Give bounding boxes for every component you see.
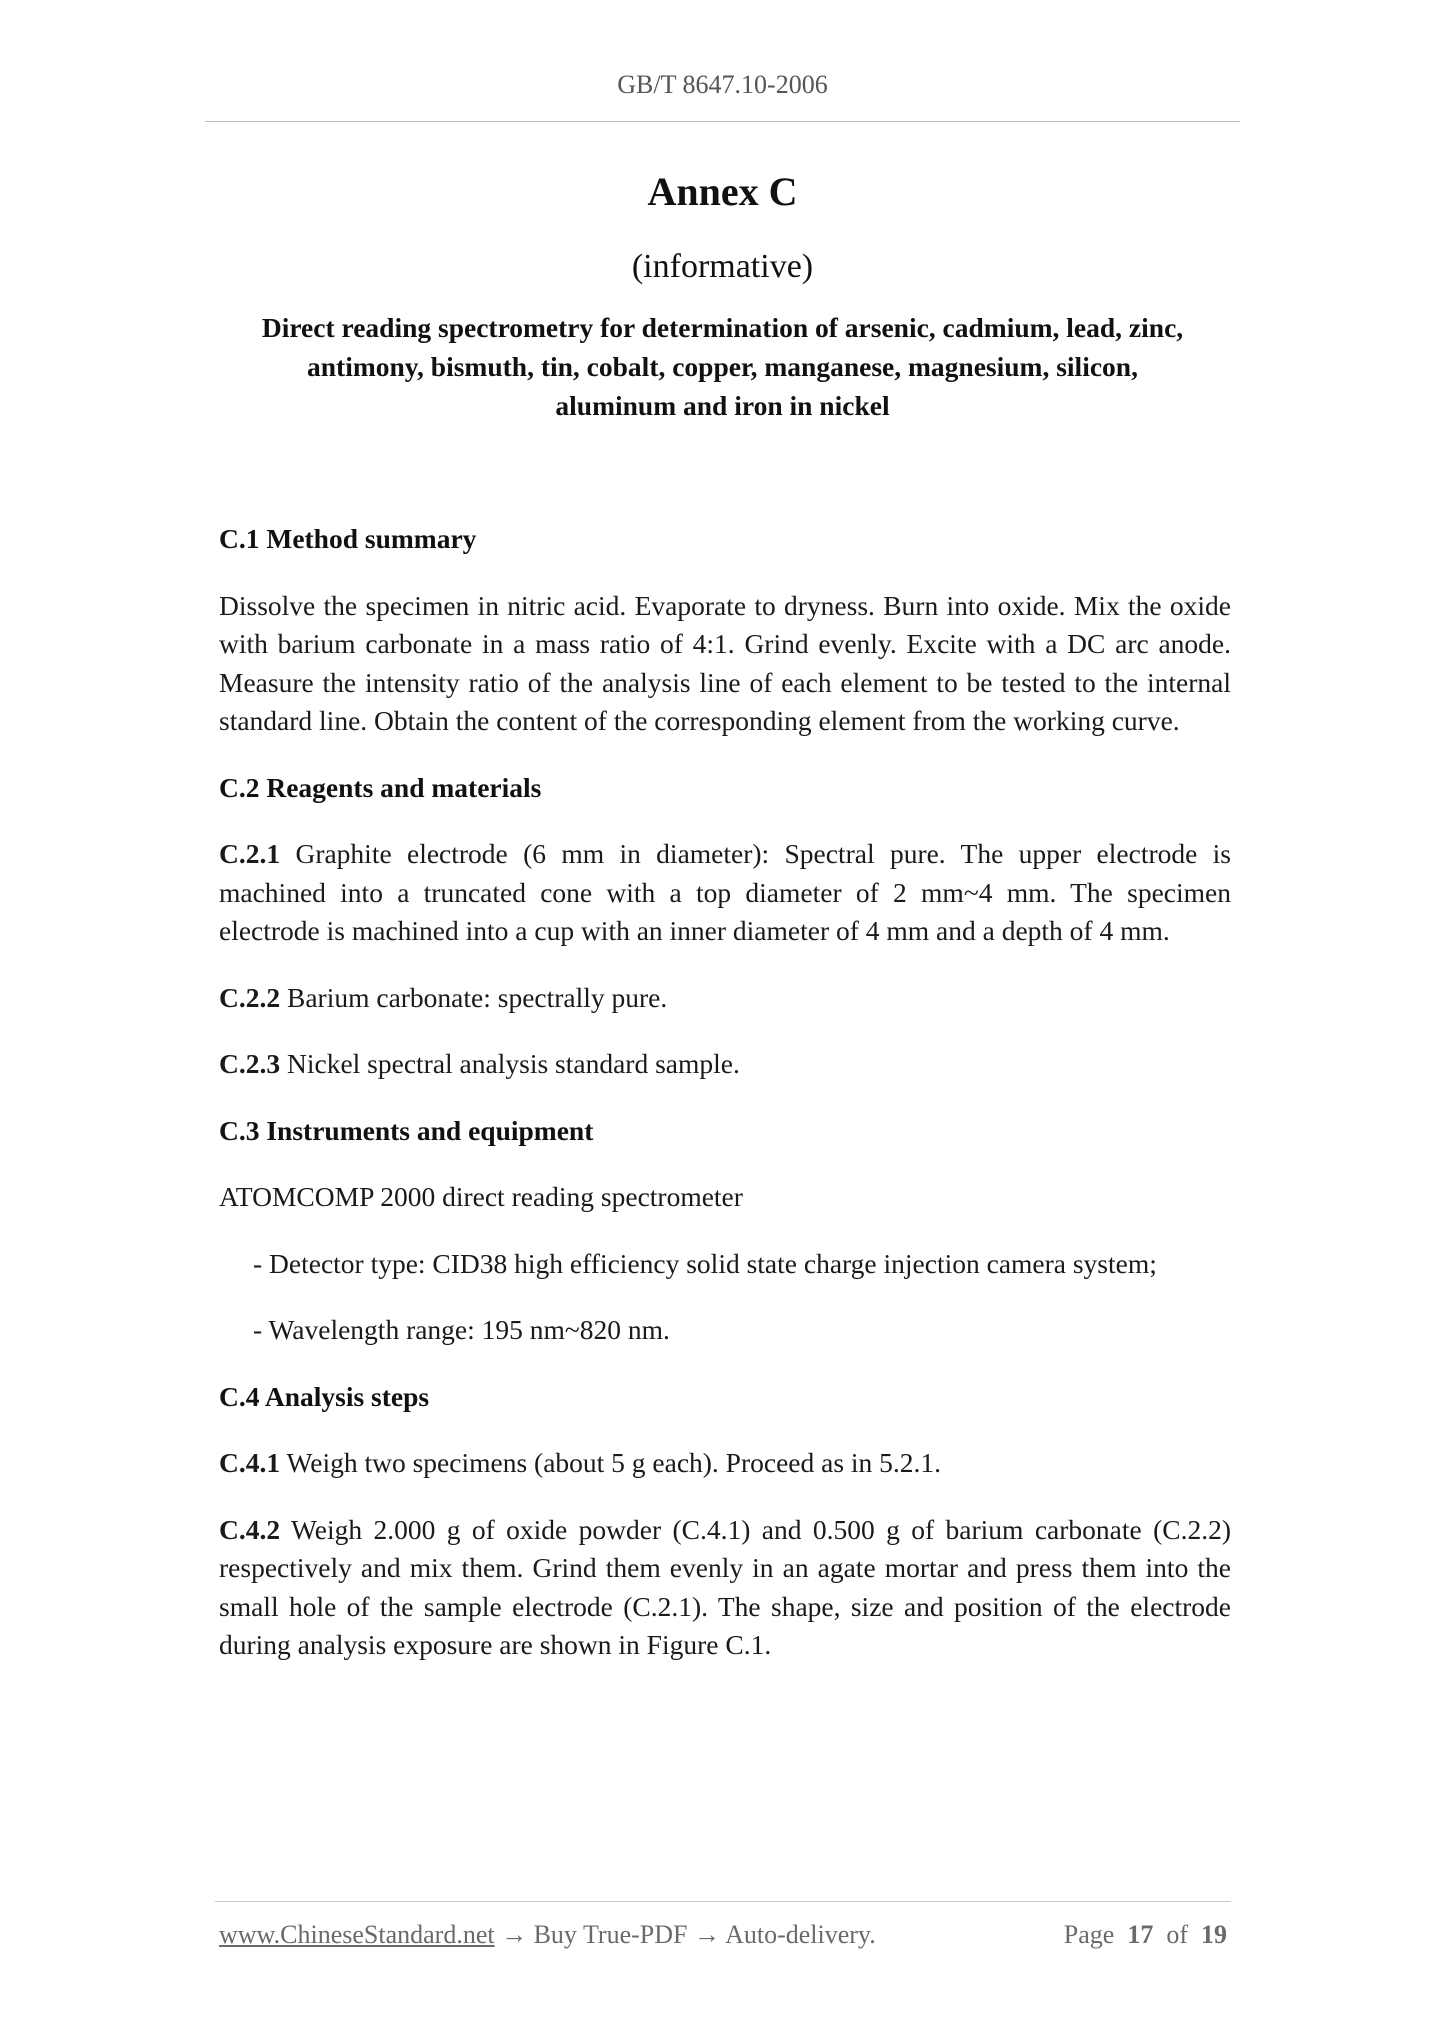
section-heading-c1: C.1 Method summary [219, 523, 477, 554]
clause-c2-1 [219, 835, 1231, 951]
buy-pdf-text: Buy True-PDF [533, 1920, 688, 1949]
clause-number: C.2.3 [219, 1048, 281, 1079]
clause-text: Weigh 2.000 g of oxide powder (C.4.1) and 0.500 g of barium carbonate (C.2.2) respectively and mix them. Grind them evenly in an agate mortar and press them into the small hole of the sample electrode (C.2.1). The shape, size and position of the electrode during analysis exposure are shown in Figure C.1. [219, 1513, 1231, 1660]
annex-title: Annex C [647, 169, 798, 214]
clause-text: Weigh two specimens (about 5 g each). Proceed as in 5.2.1. [280, 1447, 942, 1478]
current-page: 17 [1127, 1920, 1154, 1949]
of-label: of [1166, 1920, 1188, 1949]
page-label: Page [1063, 1920, 1115, 1949]
right-arrow-icon: → [694, 1920, 720, 1949]
instrument-spec-detector: - Detector type: CID38 high efficiency solid state charge injection camera system; [253, 1247, 1157, 1279]
clause-c4-1 [219, 1444, 1231, 1483]
total-pages: 19 [1201, 1920, 1227, 1949]
header-divider [205, 121, 1240, 122]
annex-subject [215, 308, 1230, 425]
annex-subject-line: antimony, bismuth, tin, cobalt, copper, manganese, magnesium, silicon, [307, 351, 1138, 382]
right-arrow-icon: → [501, 1920, 528, 1949]
clause-number: C.2.1 [219, 838, 281, 869]
site-link[interactable]: www.ChineseStandard.net [219, 1920, 495, 1949]
footer-promo [219, 1920, 876, 1950]
clause-text: Nickel spectral analysis standard sample. [280, 1048, 740, 1079]
clause-text: Graphite electrode (6 mm in diameter): Spectral pure. The upper electrode is machined into a truncated cone with a top diameter of 2 mm~4 mm. The specimen electrode is machined into a cup with an inner diameter of 4 mm and a depth of 4 mm. [219, 838, 1231, 946]
document-code: GB/T 8647.10-2006 [617, 70, 828, 99]
annex-body [219, 520, 1231, 1693]
instrument-spec-wavelength: - Wavelength range: 195 nm~820 nm. [253, 1314, 670, 1345]
annex-nature: (informative) [631, 248, 814, 285]
footer-divider [215, 1901, 1231, 1902]
section-heading-c3: C.3 Instruments and equipment [219, 1114, 594, 1146]
clause-text: Barium carbonate: spectrally pure. [280, 981, 668, 1013]
clause-c2-3 [219, 1045, 1231, 1084]
annex-subject-line: aluminum and iron in nickel [555, 390, 890, 421]
section-heading-c2: C.2 Reagents and materials [219, 771, 542, 803]
clause-c2-2 [219, 979, 1231, 1018]
auto-delivery-text: Auto-delivery. [725, 1920, 876, 1949]
method-summary-text: Dissolve the specimen in nitric acid. Evaporate to dryness. Burn into oxide. Mix the oxide with barium carbonate in a mass ratio of 4:1. Grind evenly. Excite with a DC arc anode. Measure the intensity ratio of the analysis line of each element to be tested to the internal standard line. Obtain the content of the corresponding element from the working curve. [219, 589, 1231, 736]
clause-c4-2 [219, 1511, 1231, 1665]
clause-number: C.2.2 [219, 981, 281, 1013]
section-heading-c4: C.4 Analysis steps [219, 1380, 430, 1412]
clause-number: C.4.2 [219, 1513, 281, 1545]
page-indicator [1064, 1920, 1227, 1950]
instrument-name: ATOMCOMP 2000 direct reading spectrometer [219, 1181, 743, 1212]
clause-number: C.4.1 [219, 1447, 281, 1478]
annex-subject-line: Direct reading spectrometry for determination of arsenic, cadmium, lead, zinc, [261, 312, 1184, 343]
